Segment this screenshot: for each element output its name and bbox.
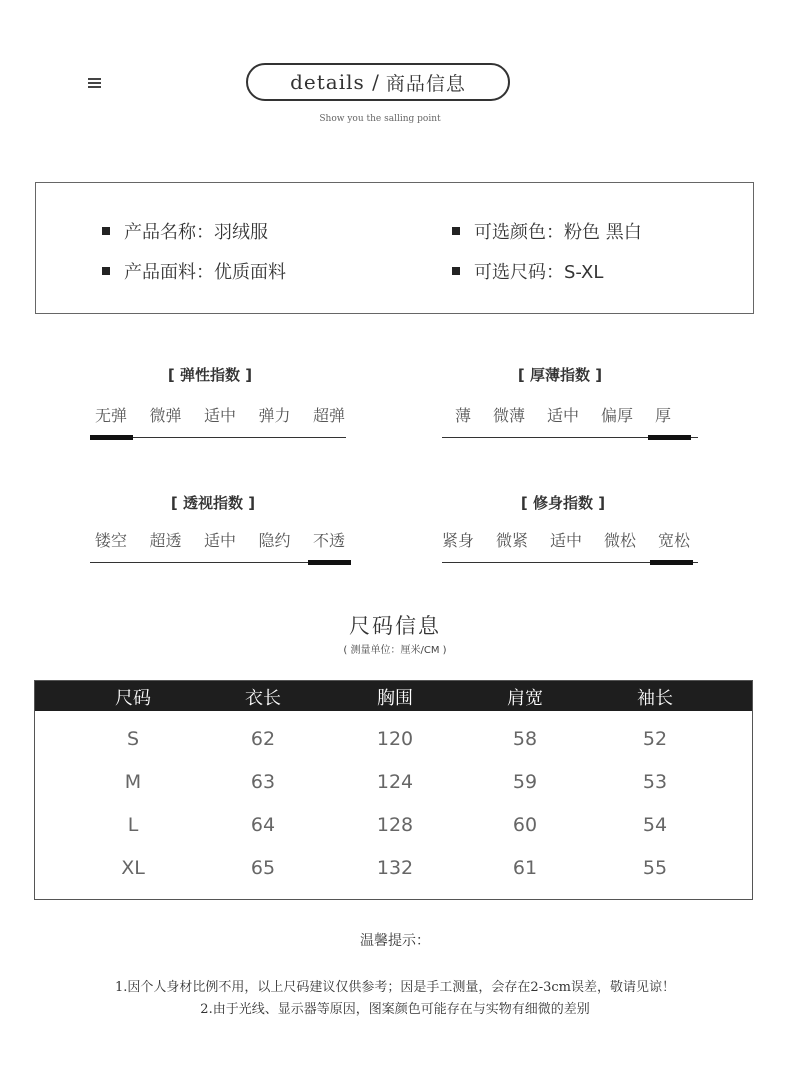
scale-label: 镂空 [95,531,128,550]
tips-title: 温馨提示： [360,933,430,949]
info-fabric-text: 产品面料：优质面料 [124,262,286,283]
bullet-icon [102,227,110,235]
size-table-header [35,681,752,711]
scale-label: 微薄 [492,406,525,425]
scale-label: 适中 [549,531,582,550]
table-cell: 61 [512,857,538,879]
scale-label: 厚 [654,406,671,425]
title-zh: 商品信息 [385,72,466,95]
scale-label: 宽松 [657,531,690,550]
subtitle: Show you the salling point [319,114,441,124]
tip-line-1: 1.因个人身材比例不用，以上尺码建议仅供参考；因是手工测量，会存在2-3cm误差，敬请见谅！ [115,980,675,995]
table-cell: 65 [250,857,276,879]
table-cell: 54 [642,814,668,836]
bullet-icon [102,267,110,275]
fit-selected-marker [650,560,693,565]
info-sizes-text: 可选尺码：S-XL [474,262,604,283]
info-item-sizes [452,258,603,284]
scale-label: 适中 [203,531,236,550]
scale-label: 适中 [203,406,236,425]
table-cell: 120 [376,728,414,750]
bullet-icon [452,267,460,275]
scale-label: 无弹 [95,406,128,425]
transparency-scale-labels [95,528,345,551]
transparency-index-title: [ 透视指数 ] [170,494,256,512]
info-item-fabric [102,258,286,284]
tip-line-2: 2.由于光线、显示器等原因，图案颜色可能存在与实物有细微的差别 [200,1002,590,1017]
table-cell: M [124,771,142,793]
elasticity-selected-marker [90,435,133,440]
scale-label: 偏厚 [600,406,633,425]
fit-scale-labels [442,528,690,551]
scale-label: 超透 [149,531,182,550]
scale-label: 微紧 [495,531,528,550]
scale-label: 适中 [546,406,579,425]
scale-label: 超弹 [312,406,345,425]
product-info-box [35,182,754,314]
table-cell: 55 [642,857,668,879]
table-cell: 59 [512,771,538,793]
transparency-selected-marker [308,560,351,565]
header-cell: 衣长 [245,688,281,709]
scale-label: 弹力 [258,406,291,425]
size-info-title: 尺码信息 [349,614,441,638]
header-cell: 尺码 [115,688,151,709]
table-cell: 52 [642,728,668,750]
info-item-colors [452,218,642,244]
table-cell: 63 [250,771,276,793]
header-cell: 肩宽 [507,688,543,709]
thickness-selected-marker [648,435,691,440]
table-cell: XL [121,857,145,879]
info-item-name [102,218,268,244]
bullet-icon [452,227,460,235]
table-cell: 58 [512,728,538,750]
info-name-text: 产品名称：羽绒服 [124,222,268,243]
scale-label: 隐约 [258,531,291,550]
scale-label: 微松 [603,531,636,550]
menu-icon[interactable] [88,78,101,88]
table-cell: 124 [376,771,414,793]
scale-label: 紧身 [442,531,475,550]
scale-label: 不透 [312,531,345,550]
header-cell: 袖长 [637,688,673,709]
fit-index-title: [ 修身指数 ] [520,494,606,512]
table-cell: 62 [250,728,276,750]
table-cell: 60 [512,814,538,836]
title-en: details / [290,70,380,94]
header-cell: 胸围 [377,688,413,709]
details-title-pill [246,63,510,101]
info-colors-text: 可选颜色：粉色 黑白 [474,222,642,243]
size-unit-note: ( 测量单位：厘米/CM ) [343,645,447,656]
thickness-scale-labels [455,403,671,426]
elasticity-scale-labels [95,403,345,426]
size-table [34,680,753,900]
table-cell: 53 [642,771,668,793]
scale-label: 薄 [455,406,472,425]
thickness-index-title: [ 厚薄指数 ] [517,366,603,384]
table-cell: 128 [376,814,414,836]
table-cell: L [127,814,139,836]
table-cell: S [126,728,140,750]
table-cell: 132 [376,857,414,879]
table-cell: 64 [250,814,276,836]
scale-label: 微弹 [149,406,182,425]
elasticity-index-title: [ 弹性指数 ] [167,366,253,384]
